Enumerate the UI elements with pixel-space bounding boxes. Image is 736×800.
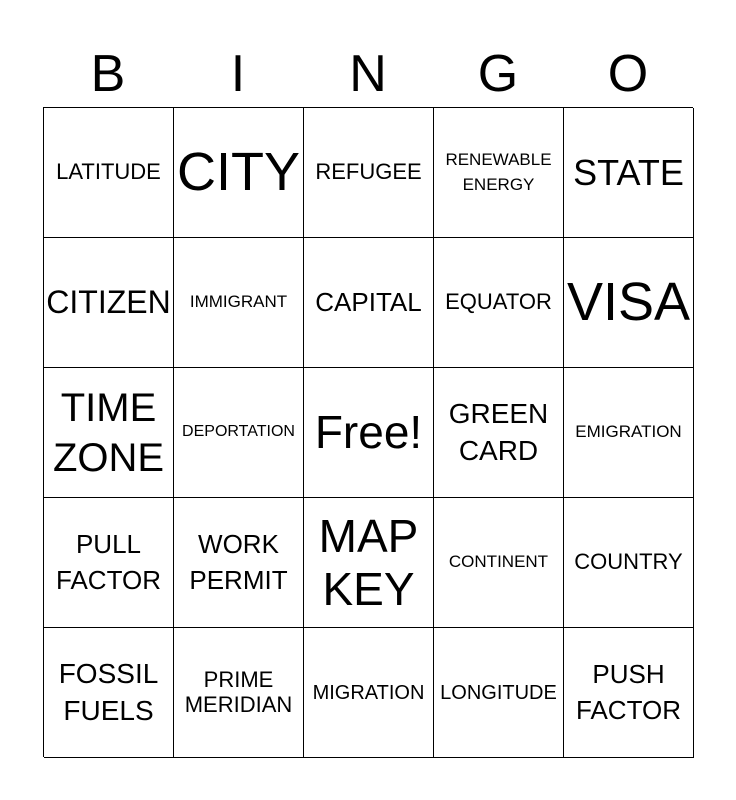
cell-label: Free! bbox=[314, 406, 423, 459]
bingo-cell bbox=[434, 368, 564, 498]
bingo-board bbox=[43, 107, 693, 757]
cell-label: CITY bbox=[176, 141, 300, 202]
cell-label: CAPITAL bbox=[315, 286, 422, 317]
bingo-cell bbox=[44, 238, 174, 368]
cell-label: MAP KEY bbox=[318, 509, 419, 615]
header-letter-i: I bbox=[230, 45, 246, 103]
cell-label: LATITUDE bbox=[56, 159, 161, 185]
bingo-header bbox=[43, 42, 693, 106]
cell-label: PUSH FACTOR bbox=[576, 659, 681, 725]
bingo-cell bbox=[44, 498, 174, 628]
cell-label: IMMIGRANT bbox=[189, 292, 288, 312]
bingo-cell bbox=[564, 368, 694, 498]
header-letter-b: B bbox=[90, 45, 126, 103]
bingo-cell bbox=[564, 498, 694, 628]
bingo-cell bbox=[44, 628, 174, 758]
cell-label: CONTINENT bbox=[448, 552, 549, 572]
bingo-cell bbox=[304, 368, 434, 498]
cell-label: STATE bbox=[573, 151, 684, 193]
cell-label: FOSSIL FUELS bbox=[58, 658, 159, 726]
bingo-cell bbox=[304, 628, 434, 758]
bingo-cell bbox=[434, 498, 564, 628]
bingo-cell bbox=[304, 238, 434, 368]
cell-label: DEPORTATION bbox=[182, 423, 295, 441]
bingo-cell bbox=[304, 498, 434, 628]
cell-label: EQUATOR bbox=[445, 289, 552, 315]
cell-label: COUNTRY bbox=[574, 549, 683, 575]
cell-label: PULL FACTOR bbox=[56, 529, 161, 595]
cell-label: WORK PERMIT bbox=[189, 529, 288, 595]
bingo-cell bbox=[434, 238, 564, 368]
cell-label: GREEN CARD bbox=[448, 398, 549, 466]
cell-label: MIGRATION bbox=[312, 681, 425, 704]
header-letter-o: O bbox=[607, 45, 649, 103]
cell-label: REFUGEE bbox=[315, 159, 422, 185]
bingo-cell bbox=[174, 108, 304, 238]
bingo-cell bbox=[434, 628, 564, 758]
cell-label: LONGITUDE bbox=[440, 681, 557, 704]
bingo-cell bbox=[174, 238, 304, 368]
bingo-cell bbox=[44, 108, 174, 238]
bingo-cell bbox=[564, 238, 694, 368]
bingo-cell bbox=[174, 368, 304, 498]
bingo-cell bbox=[174, 498, 304, 628]
cell-label: TIME ZONE bbox=[52, 385, 165, 480]
cell-label: RENEWABLE ENERGY bbox=[445, 149, 552, 194]
cell-label: CITIZEN bbox=[46, 283, 171, 320]
bingo-cell bbox=[434, 108, 564, 238]
bingo-cell bbox=[564, 108, 694, 238]
bingo-cell bbox=[174, 628, 304, 758]
header-letter-n: N bbox=[349, 45, 387, 103]
cell-label: EMIGRATION bbox=[575, 422, 682, 442]
bingo-cell bbox=[44, 368, 174, 498]
cell-label: PRIME MERIDIAN bbox=[184, 667, 293, 717]
bingo-cell bbox=[304, 108, 434, 238]
bingo-cell bbox=[564, 628, 694, 758]
header-letter-g: G bbox=[477, 45, 519, 103]
cell-label: VISA bbox=[566, 271, 691, 332]
